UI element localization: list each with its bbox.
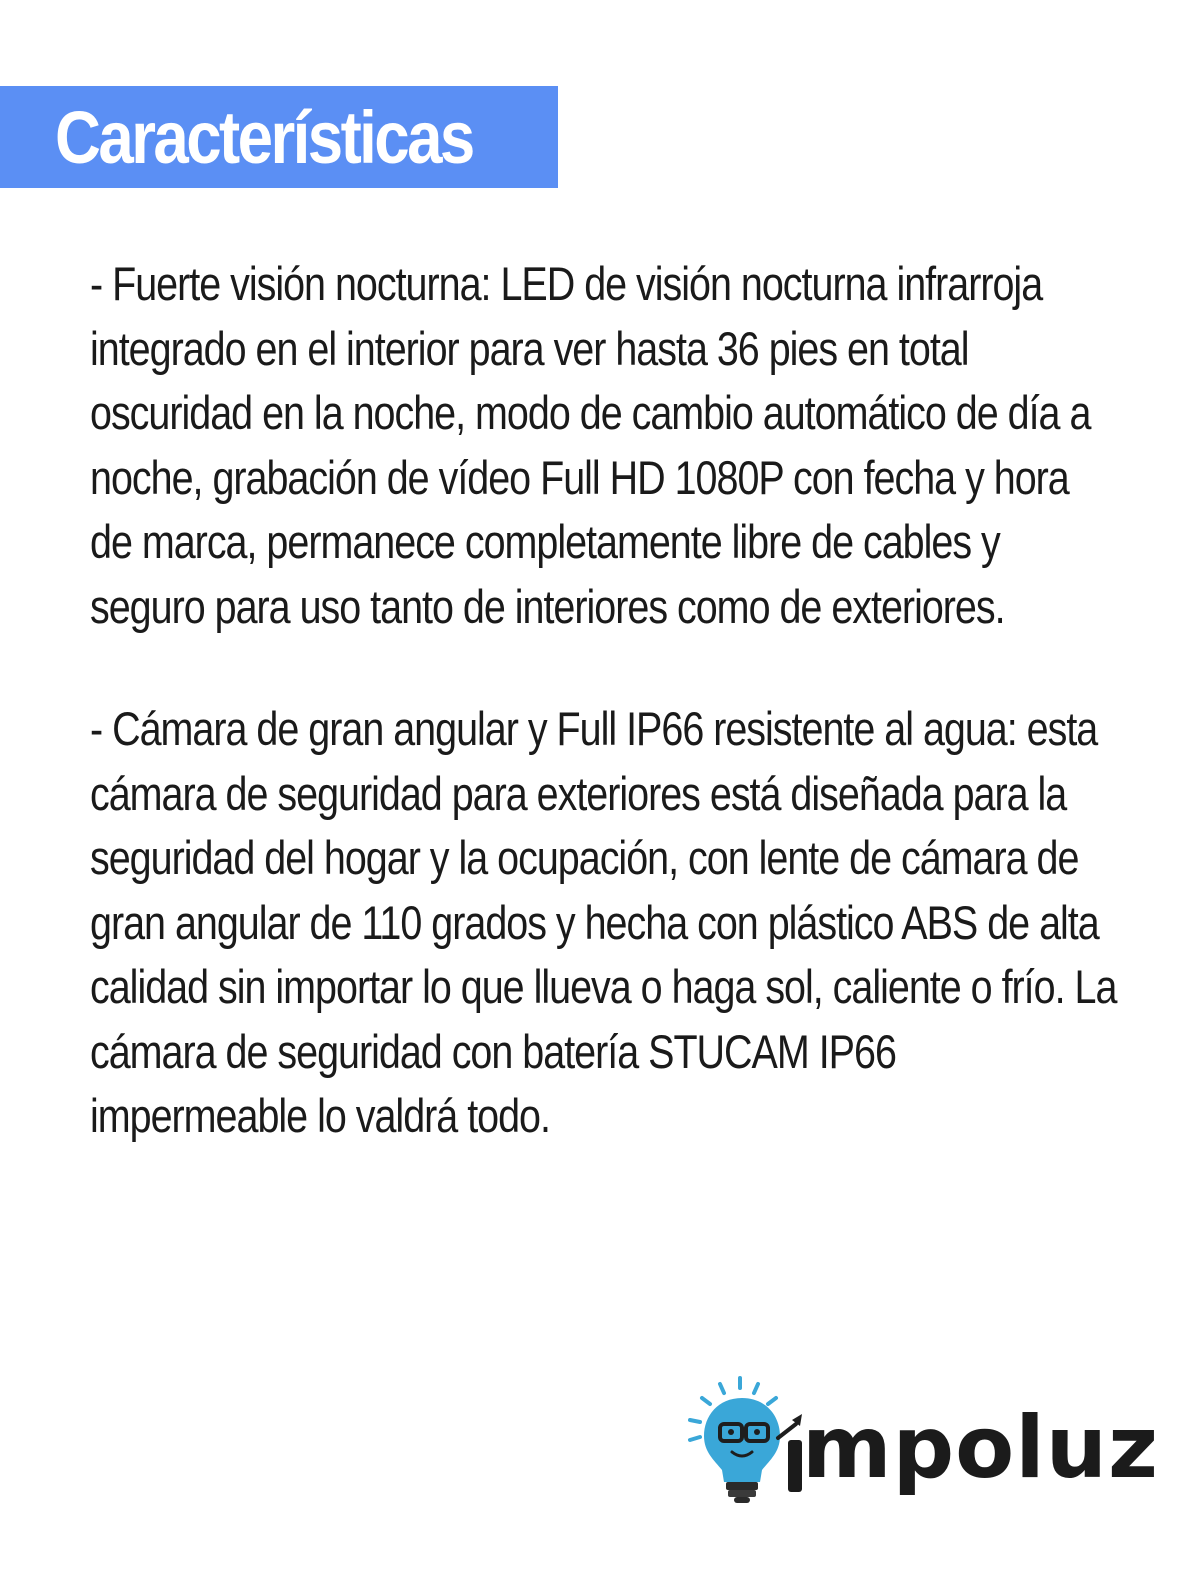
brand-logo bbox=[684, 1368, 1160, 1508]
title-banner bbox=[0, 86, 558, 188]
features-content bbox=[90, 252, 1120, 1207]
feature-paragraph-wide-angle: - Cámara de gran angular y Full IP66 resistente al agua: esta cámara de seguridad para exteriores está diseñada para la seguridad del hogar y la ocupación, con lente de cámara de gran angular de 110 grados y hecha con plástico ABS de alta calidad sin importar lo que llueva o haga sol, caliente o frío. La cámara de seguridad con batería STUCAM IP66 impermeable lo valdrá todo. bbox=[90, 702, 1117, 1142]
feature-paragraph-night-vision: - Fuerte visión nocturna: LED de visión nocturna infrarroja integrado en el interior para ver hasta 36 pies en total oscuridad en la noche, modo de cambio automático de día a noche, grabación de vídeo Full HD 1080P con fecha y hora de marca, permanece completamente libre de cables y seguro para uso tanto de interiores como de exteriores. bbox=[90, 257, 1091, 633]
logo-wordmark: mpoluz bbox=[802, 1398, 1160, 1498]
lightbulb-with-glasses-icon bbox=[684, 1368, 814, 1508]
page-title: Características bbox=[55, 95, 473, 179]
